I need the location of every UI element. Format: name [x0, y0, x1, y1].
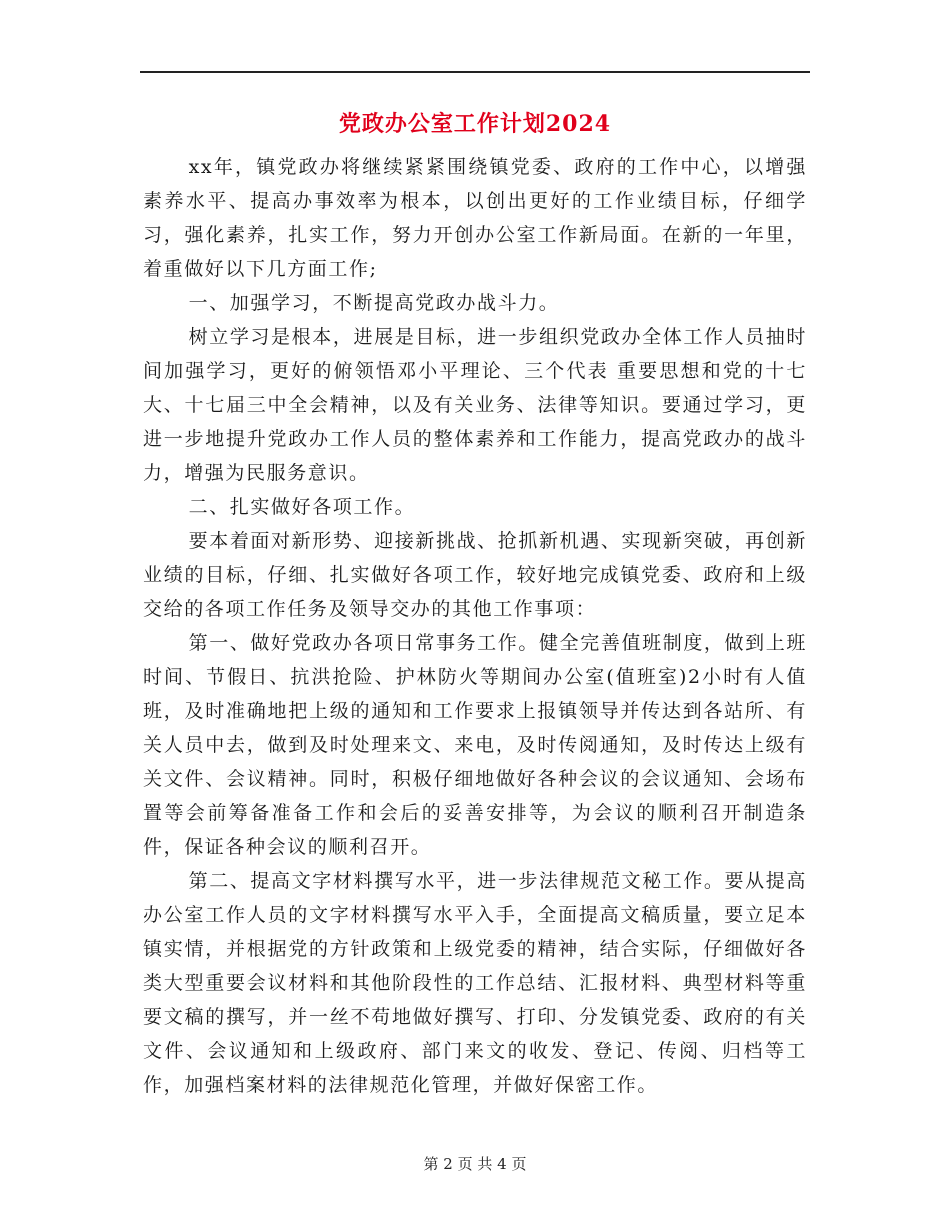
section-heading-1: 一、加强学习，不断提高党政办战斗力。	[188, 292, 560, 314]
intro-paragraph: xx年，镇党政办将继续紧紧围绕镇党委、政府的工作中心，以增强素养水平、提高办事效率为根本，以创出更好的工作业绩目标，仔细学习，强化素养，扎实工作，努力开创办公室工作新局面。在新的一年里，着重做好以下几方面工作;	[143, 156, 807, 280]
document-title: 党政办公室工作计划2024	[338, 111, 612, 137]
item-2-paragraph: 第二、提高文字材料撰写水平，进一步法律规范文秘工作。要从提高办公室工作人员的文字材料撰写水平入手，全面提高文稿质量，要立足本镇实情，并根据党的方针政策和上级党委的精神，结合实际，仔细做好各类大型重要会议材料和其他阶段性的工作总结、汇报材料、典型材料等重要文稿的撰写，并一丝不苟地做好撰写、打印、分发镇党委、政府的有关文件、会议通知和上级政府、部门来文的收发、登记、传阅、归档等工作，加强档案材料的法律规范化管理，并做好保密工作。	[143, 870, 807, 1096]
section-1-paragraph: 树立学习是根本，进展是目标，进一步组织党政办全体工作人员抽时间加强学习，更好的俯领悟邓小平理论、三个代表 重要思想和党的十七大、十七届三中全会精神，以及有关业务、法律等知识。要通过学习，更进一步地提升党政办工作人员的整体素养和工作能力，提高党政办的战斗力，增强为民服务意识。	[143, 326, 807, 484]
page-number-footer: 第 2 页 共 4 页	[423, 1155, 527, 1173]
header-rule	[140, 71, 810, 73]
document-body	[143, 150, 807, 1102]
section-heading-2: 二、扎实做好各项工作。	[188, 496, 416, 518]
section-2-intro-paragraph: 要本着面对新形势、迎接新挑战、抢抓新机遇、实现新突破，再创新业绩的目标，仔细、扎实做好各项工作，较好地完成镇党委、政府和上级交给的各项工作任务及领导交办的其他工作事项：	[143, 530, 807, 620]
item-1-paragraph: 第一、做好党政办各项日常事务工作。健全完善值班制度，做到上班时间、节假日、抗洪抢险、护林防火等期间办公室(值班室)2小时有人值班，及时准确地把上级的通知和工作要求上报镇领导并传达到各站所、有关人员中去，做到及时处理来文、来电，及时传阅通知，及时传达上级有关文件、会议精神。同时，积极仔细地做好各种会议的会议通知、会场布置等会前筹备准备工作和会后的妥善安排等，为会议的顺利召开制造条件，保证各种会议的顺利召开。	[143, 632, 807, 858]
